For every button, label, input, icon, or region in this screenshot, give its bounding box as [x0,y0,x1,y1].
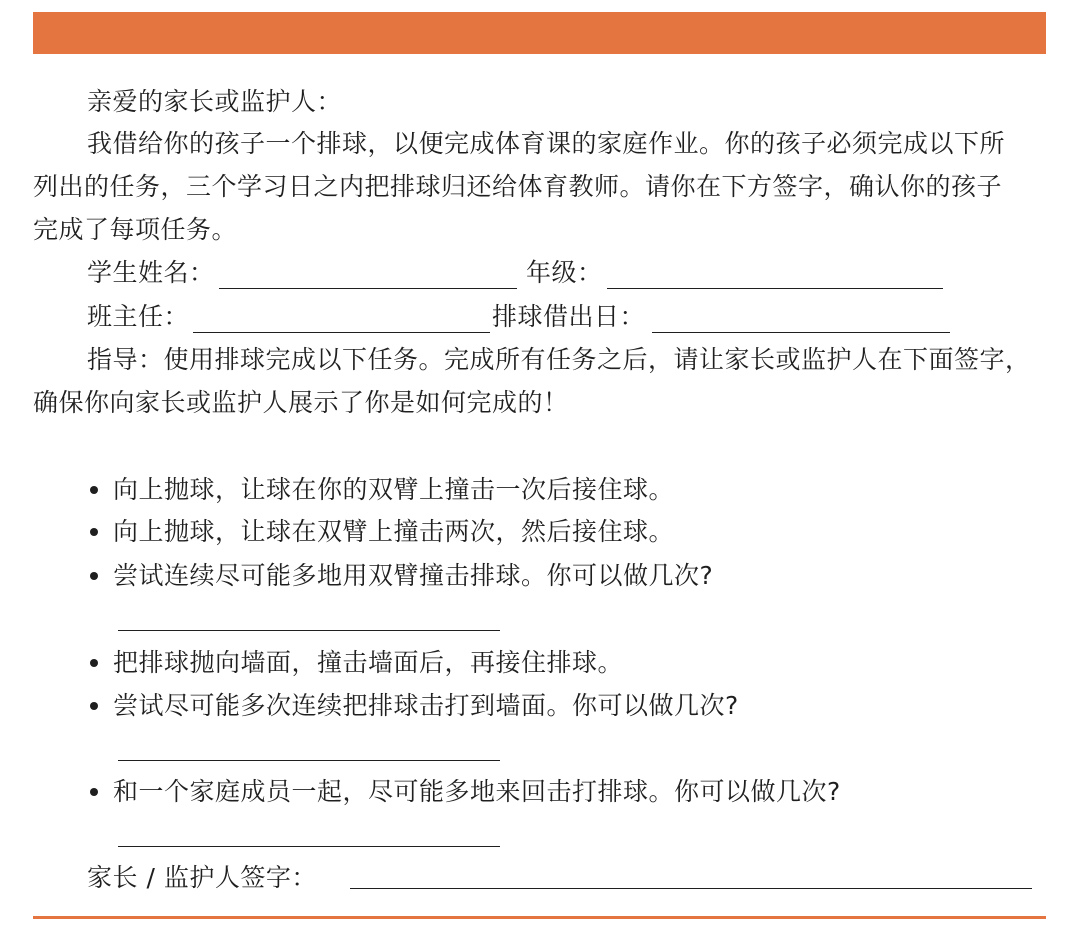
bullet-icon [90,659,98,667]
loan-date-label: 排球借出日： [492,302,646,331]
intro-line-1: 我借给你的孩子一个排球，以便完成体育课的家庭作业。你的孩子必须完成以下所 [87,129,1006,158]
task-item-5: 尝试尽可能多次连续把排球击打到墙面。你可以做几次? [113,691,739,720]
intro-line-3: 完成了每项任务。 [33,215,238,244]
signature-field[interactable] [350,888,1032,889]
grade-field[interactable] [607,288,943,289]
bullet-icon [90,572,98,580]
greeting: 亲爱的家长或监护人： [87,87,343,116]
teacher-field[interactable] [193,332,490,333]
task-item-6: 和一个家庭成员一起，尽可能多地来回击打排球。你可以做几次? [113,777,841,806]
footer-rule [33,916,1046,919]
header-bar [33,12,1046,54]
instructions-line-1: 指导：使用排球完成以下任务。完成所有任务之后，请让家长或监护人在下面签字， [87,345,1031,374]
bullet-icon [90,528,98,536]
loan-date-field[interactable] [652,332,950,333]
teacher-label: 班主任： [87,302,190,331]
grade-label: 年级： [526,258,603,287]
bullet-icon [90,486,98,494]
task-item-3: 尝试连续尽可能多地用双臂撞击排球。你可以做几次? [113,561,714,590]
task-5-answer-field[interactable] [118,760,500,761]
task-6-answer-field[interactable] [118,846,500,847]
task-3-answer-field[interactable] [118,630,500,631]
bullet-icon [90,702,98,710]
student-name-label: 学生姓名： [87,258,215,287]
instructions-line-2: 确保你向家长或监护人展示了你是如何完成的！ [33,388,569,417]
task-item-1: 向上抛球，让球在你的双臂上撞击一次后接住球。 [113,475,675,504]
intro-line-2: 列出的任务，三个学习日之内把排球归还给体育教师。请你在下方签字，确认你的孩子 [33,172,1003,201]
student-name-field[interactable] [219,288,517,289]
signature-label: 家长 / 监护人签字： [87,863,317,892]
task-item-4: 把排球抛向墙面，撞击墙面后，再接住排球。 [113,648,624,677]
task-item-2: 向上抛球，让球在双臂上撞击两次，然后接住球。 [113,517,675,546]
bullet-icon [90,788,98,796]
